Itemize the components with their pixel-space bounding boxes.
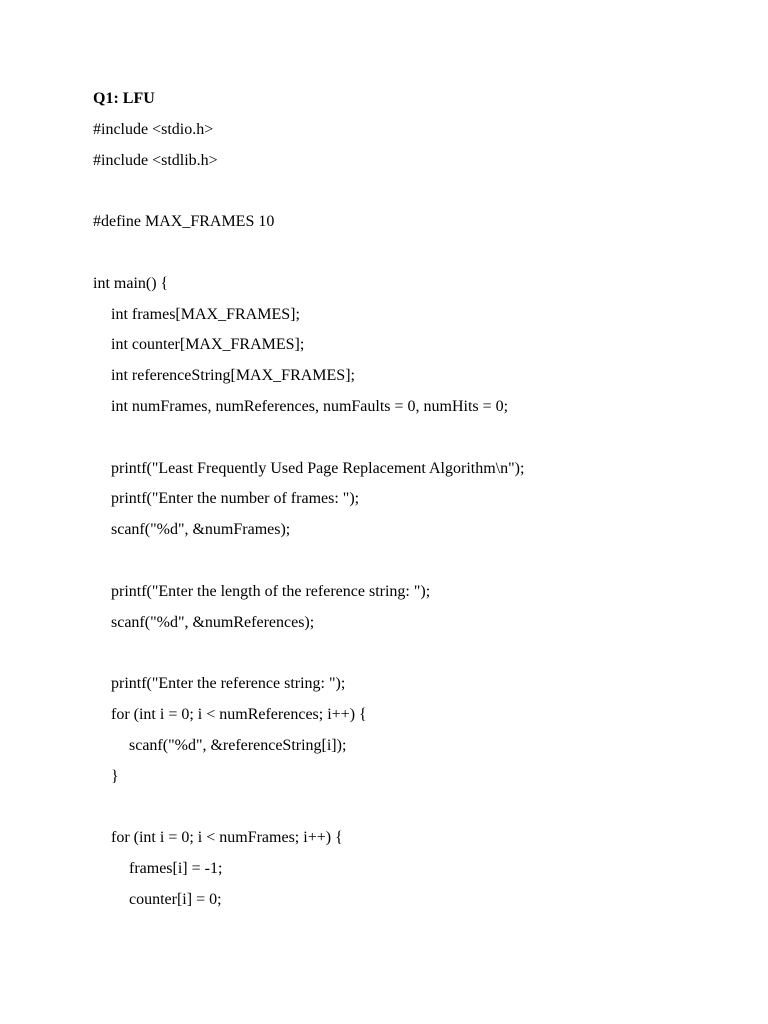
- blank-line: [93, 792, 753, 823]
- code-line-include-stdlib: #include <stdlib.h>: [93, 151, 218, 169]
- code-line-for-references: for (int i = 0; i < numReferences; i++) {: [111, 705, 367, 723]
- code-line-include-stdio: #include <stdio.h>: [93, 120, 214, 138]
- code-line-counter-init: counter[i] = 0;: [129, 890, 222, 908]
- code-line-scanf-length: scanf("%d", &numReferences);: [111, 613, 315, 631]
- code-line-scanf-reference: scanf("%d", &referenceString[i]);: [129, 736, 347, 754]
- code-line-printf-reference: printf("Enter the reference string: ");: [111, 675, 346, 693]
- blank-line: [93, 423, 753, 454]
- code-line-for-frames: for (int i = 0; i < numFrames; i++) {: [111, 829, 343, 847]
- blank-line: [93, 638, 753, 669]
- code-line-counts-decl: int numFrames, numReferences, numFaults = 0, numHits = 0;: [111, 397, 509, 415]
- code-line-frames-decl: int frames[MAX_FRAMES];: [111, 305, 300, 323]
- code-line-close-brace: }: [111, 767, 119, 785]
- code-line-printf-length: printf("Enter the length of the reference string: ");: [111, 582, 431, 600]
- blank-line: [93, 176, 753, 207]
- code-line-scanf-frames: scanf("%d", &numFrames);: [111, 521, 291, 539]
- blank-line: [93, 546, 753, 577]
- code-line-define: #define MAX_FRAMES 10: [93, 213, 275, 231]
- code-line-main: int main() {: [93, 274, 169, 292]
- code-line-printf-title: printf("Least Frequently Used Page Replacement Algorithm\n");: [111, 459, 525, 477]
- code-line-counter-decl: int counter[MAX_FRAMES];: [111, 336, 305, 354]
- code-listing: [93, 84, 753, 916]
- blank-line: [93, 238, 753, 269]
- code-line-printf-frames: printf("Enter the number of frames: ");: [111, 490, 360, 508]
- code-line-reference-decl: int referenceString[MAX_FRAMES];: [111, 367, 355, 385]
- question-heading: Q1: LFU: [93, 90, 155, 107]
- code-line-frames-init: frames[i] = -1;: [129, 859, 223, 877]
